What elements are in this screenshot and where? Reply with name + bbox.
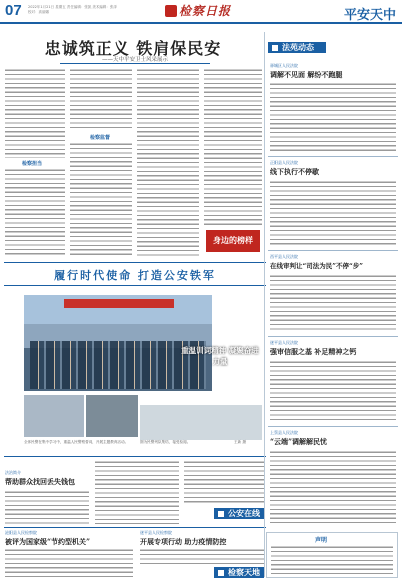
court-item-1-title: 调解不见面 解纷不跑腿 xyxy=(270,70,343,79)
lead-column-1b xyxy=(5,168,65,256)
lead-tag-2: 检察监督 xyxy=(90,135,111,141)
story1-source: 法治简介 xyxy=(5,470,21,475)
photo-credit: 王新 摄 xyxy=(234,440,246,444)
story1-title: 帮助群众找回丢失钱包 xyxy=(5,477,75,486)
court-item-5-source: 上蔡县人民法院 xyxy=(270,430,298,435)
column-divider xyxy=(264,32,265,577)
page-header xyxy=(0,0,402,24)
section-title: 平安天中 xyxy=(343,8,396,23)
lead-column-1 xyxy=(5,68,65,158)
role-model-stamp: 身边的榜样 xyxy=(206,230,260,252)
lead-headline: 忠诚筑正义 铁肩保民安 xyxy=(44,39,222,58)
issue-meta: 2022年1月21日 星期五 责任编辑：张凯 美术编辑：张泽 校对：高丽娜 xyxy=(28,5,117,14)
court-item-5-title: “云端”调解解民忧 xyxy=(270,437,328,446)
court-rule-1 xyxy=(268,156,398,157)
court-item-3-body xyxy=(270,274,396,332)
section-public-security: 公安在线 xyxy=(214,508,264,519)
story3-title: 开展专项行动 助力疫情防控 xyxy=(140,537,227,546)
inset-photo-3 xyxy=(140,405,262,440)
court-item-5-body xyxy=(270,450,396,526)
inset-photo-2 xyxy=(86,395,138,437)
red-banner xyxy=(64,299,174,308)
photo-title: 重温训词精神 凝聚奋进力量 xyxy=(181,346,259,366)
court-item-2-body xyxy=(270,180,396,246)
lead-column-3 xyxy=(137,68,199,256)
photo-caption-2: 图为民警列队集结，接受检阅。 xyxy=(140,440,191,444)
team-photo xyxy=(24,295,212,391)
story3-body xyxy=(140,548,264,564)
lead-tag-1: 检察担当 xyxy=(22,161,43,167)
court-item-2-title: 线下执行不停歇 xyxy=(270,167,319,176)
page-number: 07 xyxy=(5,2,22,19)
story2-source: 泌阳县人民检察院 xyxy=(5,530,37,535)
court-item-1-body xyxy=(270,82,396,152)
court-item-4-body xyxy=(270,360,396,422)
section-procuratorate: 检察天地 xyxy=(214,567,264,578)
notice-body xyxy=(271,545,393,575)
court-rule-2 xyxy=(268,250,398,251)
story-mid-body xyxy=(95,460,179,524)
court-news-header: 法苑动态 xyxy=(268,42,326,53)
court-item-3-source: 西平县人民法院 xyxy=(270,254,298,259)
court-item-2-source: 正阳县人民法院 xyxy=(270,160,298,165)
court-item-1-source: 驿城区人民法院 xyxy=(270,63,298,68)
lead-column-2b xyxy=(70,142,132,256)
story-right-body xyxy=(184,460,264,504)
bottom-divider-2 xyxy=(4,527,266,528)
photo-caption-1: 全体民警在集中学习中，重温人民警察誓词，开展主题教育活动。 xyxy=(24,440,129,444)
mid-banner xyxy=(4,262,266,286)
bottom-divider xyxy=(4,456,266,457)
court-item-4-source: 遂平县人民法院 xyxy=(270,340,298,345)
seal-icon xyxy=(165,5,177,17)
inset-photo-1 xyxy=(24,395,84,437)
notice-title: 声明 xyxy=(315,537,328,544)
court-item-4-title: 强审信服之基 补足精神之钙 xyxy=(270,347,357,356)
story2-body xyxy=(5,548,133,578)
court-rule-4 xyxy=(268,426,398,427)
story1-body xyxy=(5,490,89,524)
story3-source: 遂平县人民检察院 xyxy=(140,530,172,535)
lead-subhead: ——天中平安卫士风采展示 xyxy=(60,55,210,64)
court-item-3-title: 在线审判让“司法为民”不停“步” xyxy=(270,262,363,270)
newspaper-logo xyxy=(165,2,235,20)
court-rule-3 xyxy=(268,336,398,337)
logo-text: 检察日报 xyxy=(179,4,232,18)
lead-column-4 xyxy=(204,68,262,226)
story2-title: 被评为国家级“节约型机关” xyxy=(5,537,91,546)
mid-banner-text: 履行时代使命 打造公安铁军 xyxy=(54,269,216,282)
notice-box xyxy=(266,532,398,578)
lead-column-2 xyxy=(70,68,132,130)
